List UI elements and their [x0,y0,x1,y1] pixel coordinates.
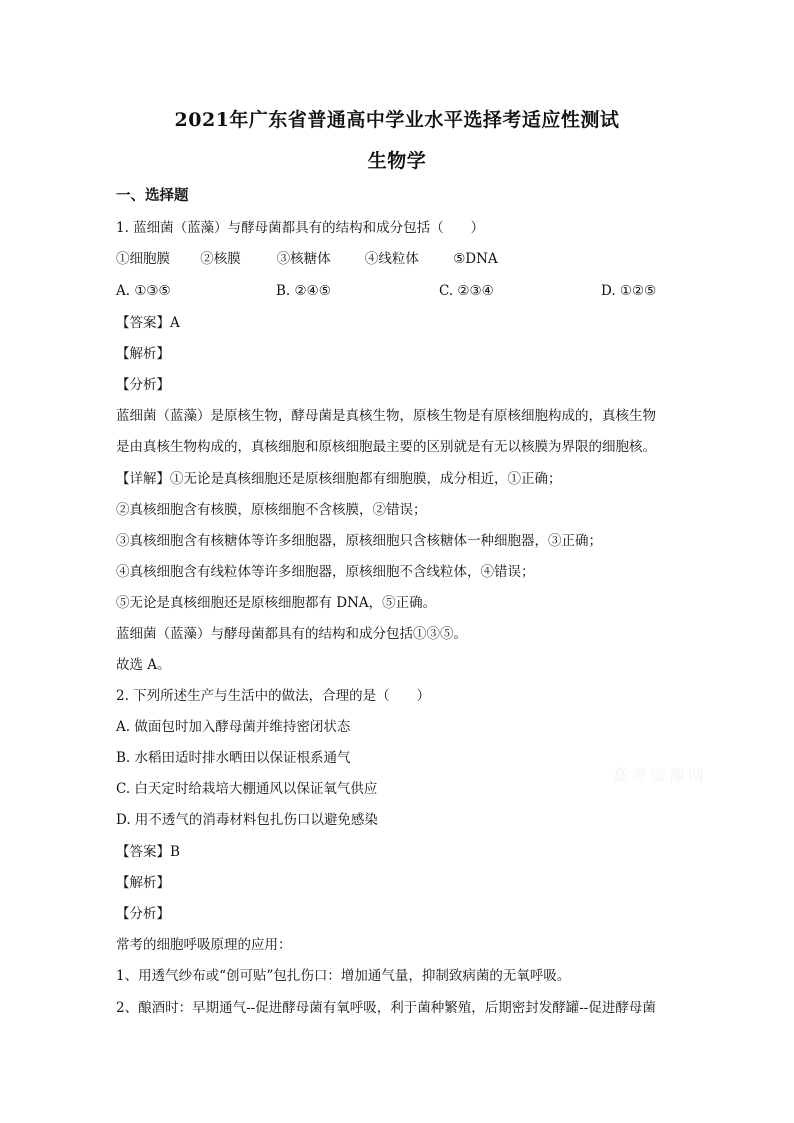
q1-fenxi-label: 【分析】 [116,377,170,393]
q1-analysis-line: 是由真核生物构成的，真核细胞和原核细胞最主要的区别就是有无以核膜为界限的细胞核。 [116,439,656,455]
q1-items [116,250,716,268]
q1-detail-line: 故选 A。 [116,657,171,673]
watermark: 高考资源网 [612,766,708,785]
q1-jiexi-label: 【解析】 [116,346,170,362]
q1-detail-line: ⑤无论是真核细胞还是原核细胞都有 DNA，⑤正确。 [116,595,437,611]
q1-item: ④线粒体 [364,251,419,267]
q1-item: ①细胞膜 [116,251,170,267]
q1-option-a: A. ①③⑤ [116,283,171,299]
q2-analysis-line: 2、酿酒时：早期通气--促进酵母菌有氧呼吸，利于菌种繁殖，后期密封发酵罐--促进酵母菌 [116,1000,656,1016]
q1-item: ③核糖体 [276,251,331,267]
q1-item: ②核膜 [200,251,241,267]
q1-item: ⑤DNA [453,251,498,267]
q1-option-b: B. ②④⑤ [276,283,331,299]
q1-detail-label: 【详解】 [116,471,170,487]
q1-detail-line: ④真核细胞含有线粒体等许多细胞器，原核细胞不含线粒体，④错误； [116,564,535,580]
q2-jiexi-label: 【解析】 [116,875,170,891]
q1-option-d: D. ①②⑤ [601,283,657,299]
q1-option-c: C. ②③④ [439,283,494,299]
exam-title: 2021年广东省普通高中学业水平选择考适应性测试 [174,109,620,131]
section-heading: 一、选择题 [116,187,189,204]
q2-option-a: A. 做面包时加入酵母菌并维持密闭状态 [116,719,351,735]
exam-subtitle: 生物学 [367,150,427,172]
q2-option-d: D. 用不透气的消毒材料包扎伤口以避免感染 [116,812,378,828]
q1-detail-line: ②真核细胞含有核膜，原核细胞不含核膜，②错误； [116,502,427,518]
q2-option-c: C. 白天定时给栽培大棚通风以保证氧气供应 [116,781,378,797]
q2-answer: 【答案】B [116,844,180,860]
q1-detail-line: ③真核细胞含有核糖体等许多细胞器，原核细胞只含核糖体一种细胞器，③正确； [116,533,602,549]
q1-detail-first [116,470,716,488]
q2-analysis-line: 1、用透气纱布或“创可贴”包扎伤口：增加通气量，抑制致病菌的无氧呼吸。 [116,968,571,984]
q2-stem: 2. 下列所述生产与生活中的做法，合理的是（ ） [116,688,431,704]
q1-analysis-line: 蓝细菌（蓝藻）是原核生物，酵母菌是真核生物，原核生物是有原核细胞构成的，真核生物 [116,408,656,424]
q2-option-b: B. 水稻田适时排水晒田以保证根系通气 [116,750,351,766]
q2-analysis-line: 常考的细胞呼吸原理的应用： [116,937,292,953]
q1-detail-line: 蓝细菌（蓝藻）与酵母菌都具有的结构和成分包括①③⑤。 [116,626,467,642]
q1-stem: 1. 蓝细菌（蓝藻）与酵母菌都具有的结构和成分包括（ ） [116,220,485,236]
q1-detail-text: ①无论是真核细胞还是原核细胞都有细胞膜，成分相近，①正确； [170,471,562,487]
q2-fenxi-label: 【分析】 [116,906,170,922]
q1-answer: 【答案】A [116,315,180,331]
